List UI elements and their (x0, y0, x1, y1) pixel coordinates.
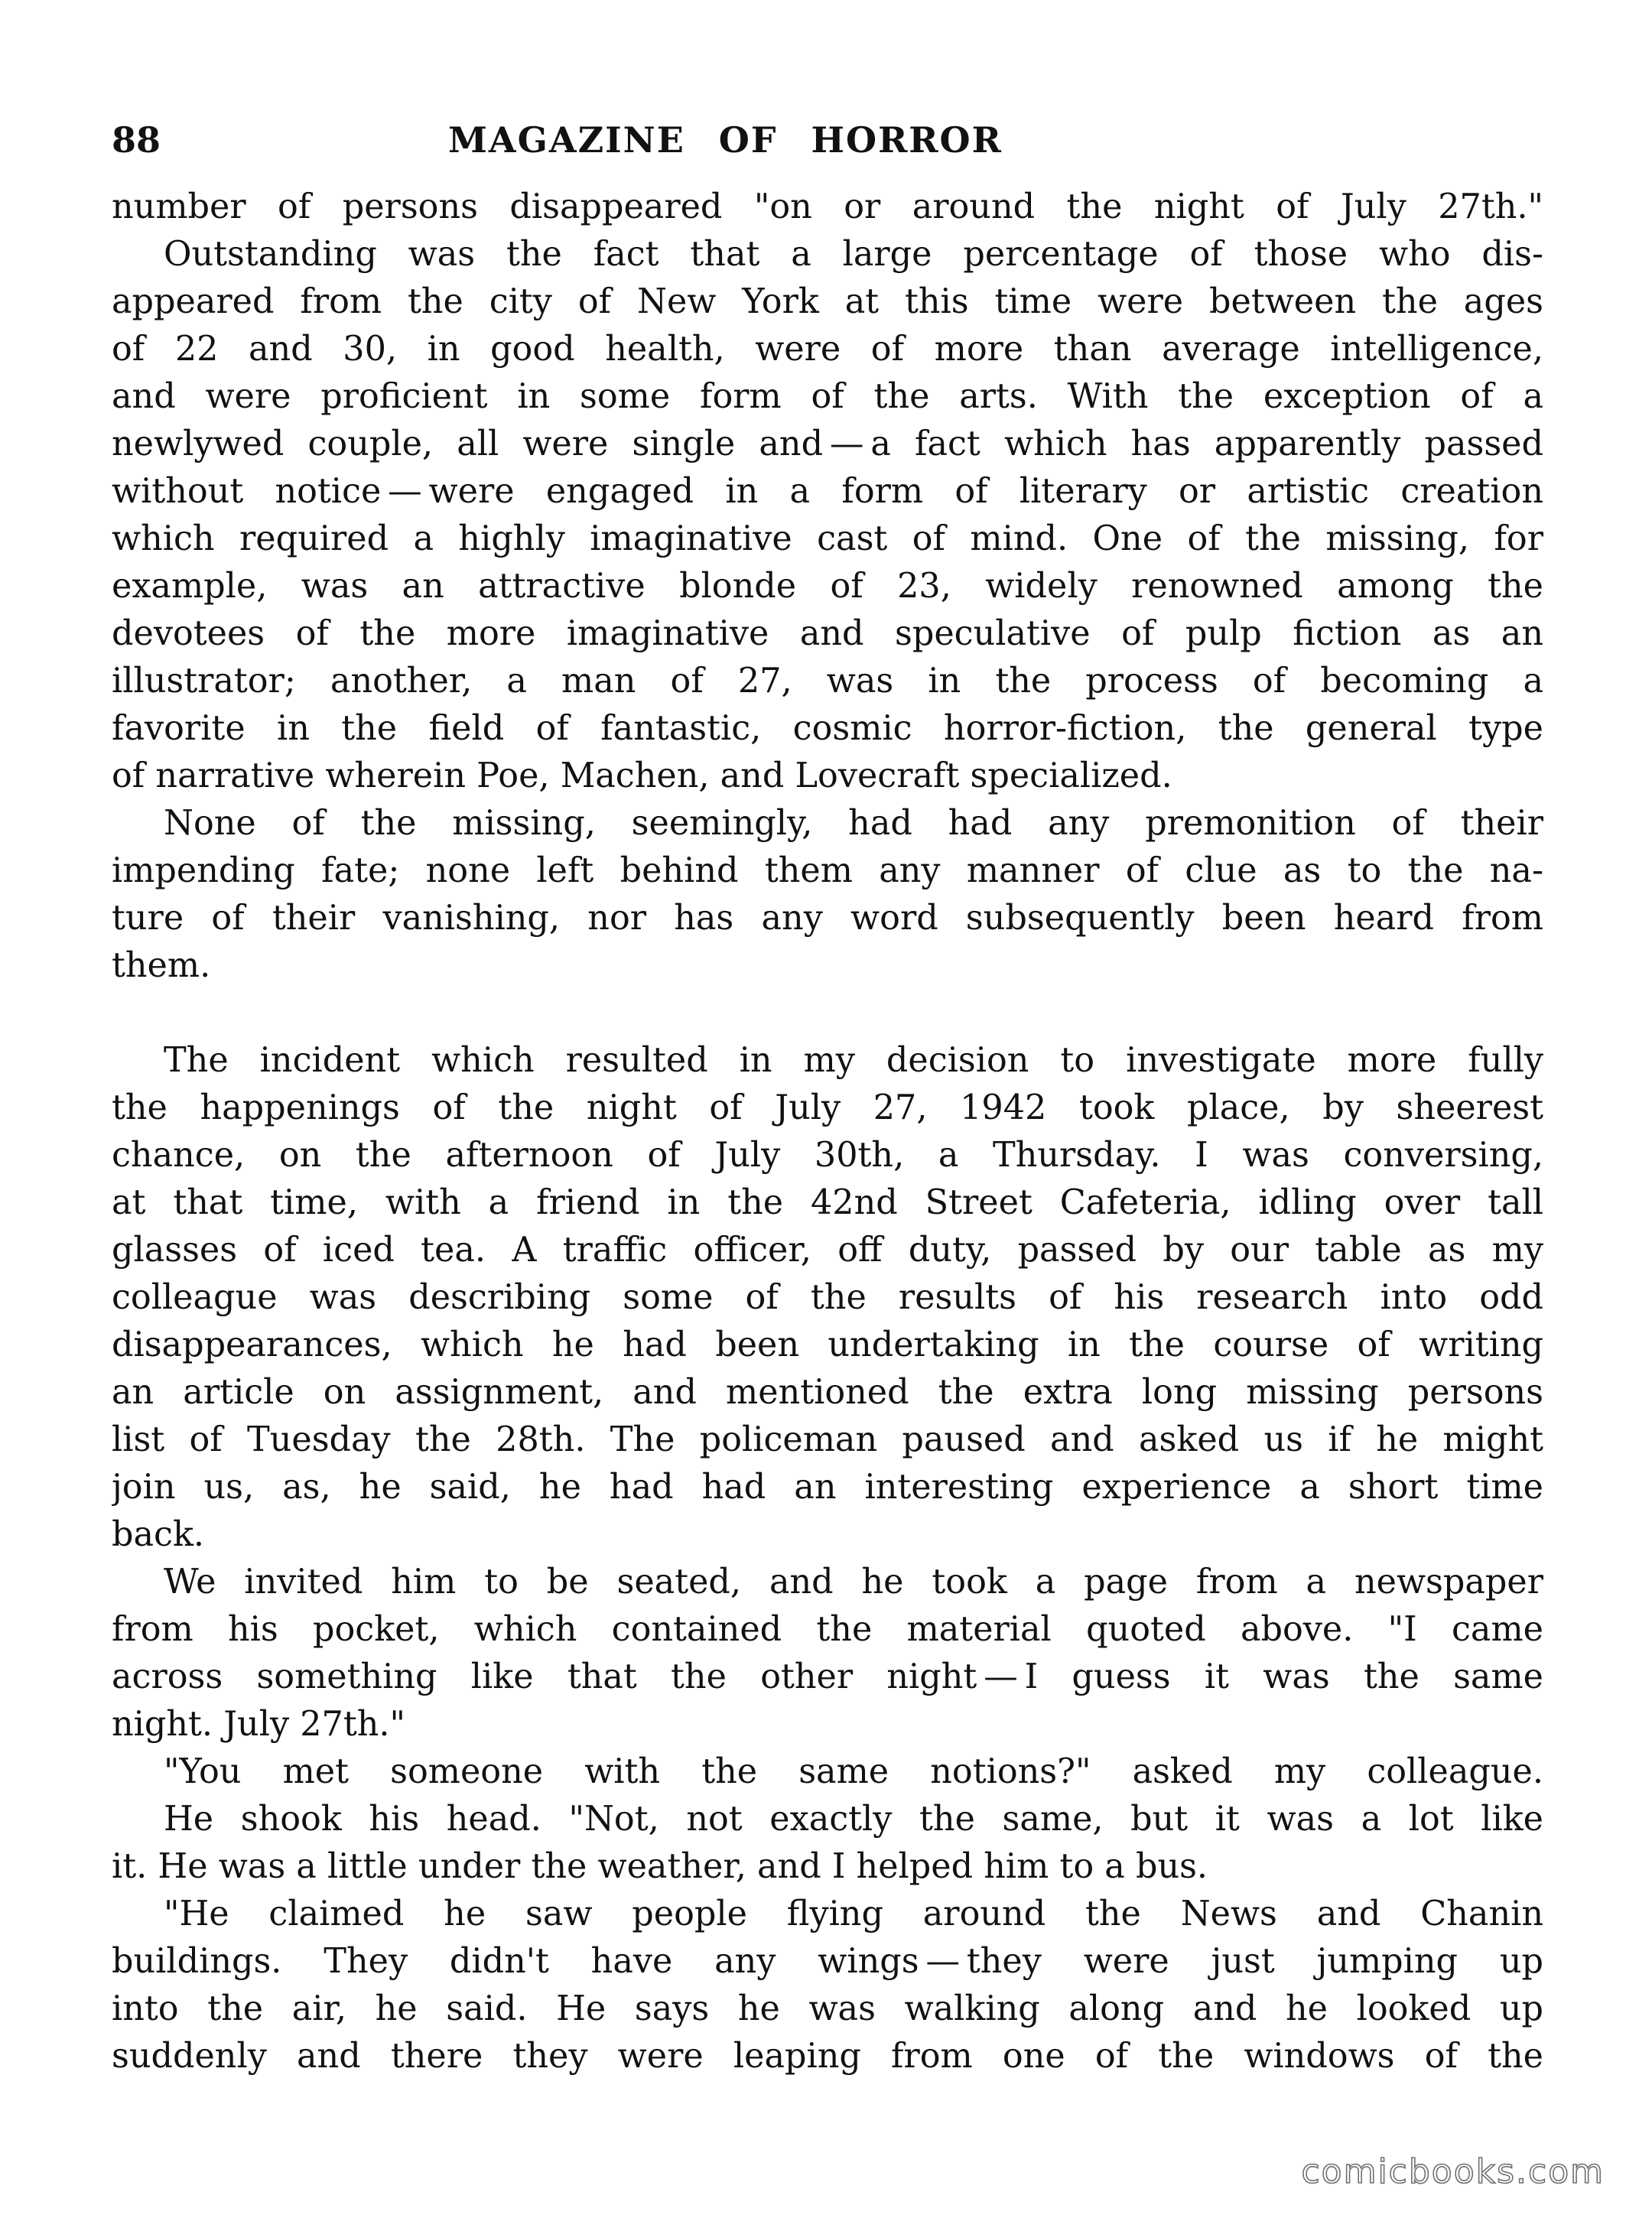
text-line: illustrator; another, a man of 27, was in the process of becoming a (112, 662, 1543, 701)
text-line: and were proficient in some form of the arts. With the exception of a (112, 377, 1543, 416)
text-line: of 22 and 30, in good health, were of more than average intelligence, (112, 330, 1543, 369)
text-line: devotees of the more imaginative and speculative of pulp fiction as an (112, 614, 1543, 653)
running-title: MAGAZINE OF HORROR (448, 119, 1003, 161)
text-line: chance, on the afternoon of July 30th, a Thursday. I was conversing, (112, 1136, 1543, 1175)
text-line: example, was an attractive blonde of 23, widely renowned among the (112, 567, 1543, 606)
text-line: Outstanding was the fact that a large percentage of those who dis- (164, 235, 1543, 274)
watermark: comicbooks.com (1301, 2152, 1605, 2191)
text-line: newlywed couple, all were single and — a fact which has apparently passed (112, 424, 1543, 463)
text-line: suddenly and there they were leaping from one of the windows of the (112, 2037, 1543, 2076)
text-line: them. (112, 946, 211, 985)
text-line: "You met someone with the same notions?" asked my colleague. (164, 1752, 1543, 1791)
text-line: disappearances, which he had been undertaking in the course of writing (112, 1325, 1543, 1364)
text-line: favorite in the field of fantastic, cosmic horror-fiction, the general type (112, 709, 1543, 748)
text-line: at that time, with a friend in the 42nd Street Cafeteria, idling over tall (112, 1183, 1543, 1222)
page-header (112, 113, 1550, 167)
text-line: buildings. They didn't have any wings — they were just jumping up (112, 1942, 1543, 1981)
page-number: 88 (112, 119, 161, 161)
paragraph-break (112, 990, 1543, 1037)
text-line: list of Tuesday the 28th. The policeman paused and asked us if he might (112, 1420, 1543, 1459)
text-line: which required a highly imaginative cast of mind. One of the missing, for (112, 519, 1543, 558)
body-text (112, 184, 1543, 2080)
text-line: The incident which resulted in my decision to investigate more fully (164, 1041, 1543, 1080)
text-line: night. July 27th." (112, 1705, 406, 1744)
text-line: from his pocket, which contained the material quoted above. "I came (112, 1610, 1543, 1649)
text-line: We invited him to be seated, and he took a page from a newspaper (164, 1563, 1543, 1602)
text-line: the happenings of the night of July 27, 1942 took place, by sheerest (112, 1088, 1543, 1127)
text-line: of narrative wherein Poe, Machen, and Lovecraft specialized. (112, 756, 1172, 795)
text-line: "He claimed he saw people flying around the News and Chanin (164, 1894, 1543, 1933)
text-line: join us, as, he said, he had had an interesting experience a short time (112, 1468, 1543, 1507)
text-line: impending fate; none left behind them any manner of clue as to the na- (112, 851, 1543, 890)
text-line: it. He was a little under the weather, and I helped him to a bus. (112, 1847, 1208, 1886)
text-line: across something like that the other night — I guess it was the same (112, 1657, 1543, 1696)
text-line: He shook his head. "Not, not exactly the same, but it was a lot like (164, 1800, 1543, 1839)
text-line: colleague was describing some of the results of his research into odd (112, 1278, 1543, 1317)
text-line: ture of their vanishing, nor has any word subsequently been heard from (112, 899, 1543, 938)
text-line: an article on assignment, and mentioned the extra long missing persons (112, 1373, 1543, 1412)
text-line: glasses of iced tea. A traffic officer, off duty, passed by our table as my (112, 1231, 1543, 1270)
text-line: without notice — were engaged in a form of literary or artistic creation (112, 472, 1543, 511)
text-line: into the air, he said. He says he was walking along and he looked up (112, 1989, 1543, 2028)
text-line: back. (112, 1515, 205, 1554)
text-line: number of persons disappeared "on or around the night of July 27th." (112, 187, 1543, 226)
text-line: None of the missing, seemingly, had had any premonition of their (164, 804, 1543, 843)
text-line: appeared from the city of New York at this time were between the ages (112, 282, 1543, 321)
